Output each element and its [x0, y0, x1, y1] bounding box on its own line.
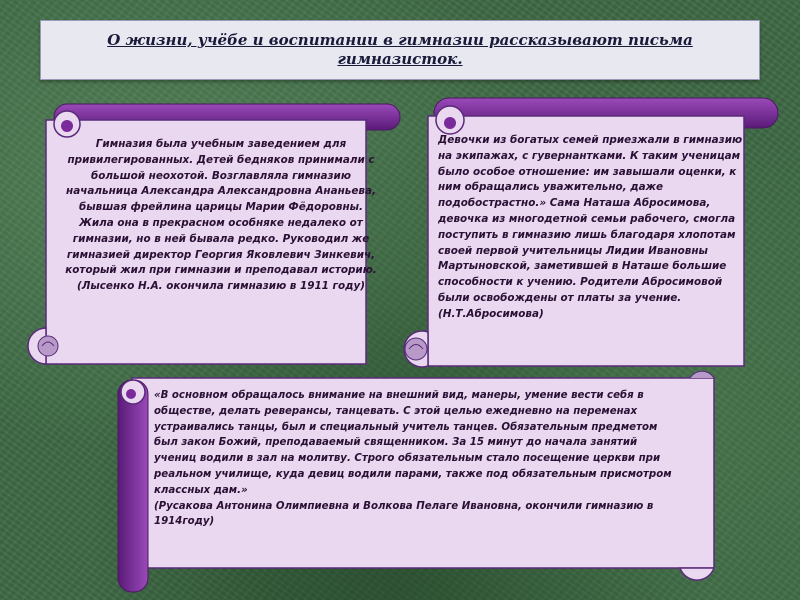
scroll-text-bottom: «В основном обращалось внимание на внешний вид, манеры, умение вести себя в обществе, делать реверансы, танцевать. С этой целью ежедневно на переменах устраивались танцы, был и специальный учитель танцев. Обязательным предметом был закон Божий, преподаваемый священником. За 15 минут до начала занятий учениц водили в зал на молитву. Строго обязательным стало посещение церкви при реальном училище, куда девиц водили парами, также под обязательным присмотром классных дам.» (Русакова Антонина Олимпиевна и Волкова Пелаге Ивановна, окончили гимназию в 1914году) — [154, 390, 672, 528]
scroll-text-left: Гимназия была учебным заведением для привилегированных. Детей бедняков принимали с большой неохотой. Возглавляла гимназию начальница Александра Александровна Ананьева, бывшая фрейлина царицы Марии Фёдоровны. Жила она в прекрасном особняке недалеко от гимназии, но в ней бывала редко. Руководил же гимназией директор Георгия Яковлевич Зинкевич, который жил при гимназии и преподавал историю. (Лысенко Н.А. окончила гимназию в 1911 году) — [65, 138, 377, 293]
scroll-panel-right — [398, 96, 780, 370]
page-title: О жизни, учёбе и воспитании в гимназии рассказывают письма гимназисток. — [107, 31, 693, 68]
scroll-text-right: Девочки из богатых семей приезжали в гимназию на экипажах, с гувернантками. К таким ученицам было особое отношение: им завышали оценки, к ним обращались уважительно, даже подобострастно.» Сама Наташа Абросимова, девочка из многодетной семьи рабочего, смогла поступить в гимназию лишь благодаря хлопотам своей первой учительницы Лидии Ивановны Мартыновской, заметившей в Наташе большие способности к учению. Родители Абросимовой были освобождены от платы за учение. (Н.Т.Абросимова) — [438, 134, 743, 320]
title-banner — [40, 20, 760, 80]
scroll-panel-bottom — [114, 374, 714, 596]
scroll-panel-left — [40, 102, 402, 370]
